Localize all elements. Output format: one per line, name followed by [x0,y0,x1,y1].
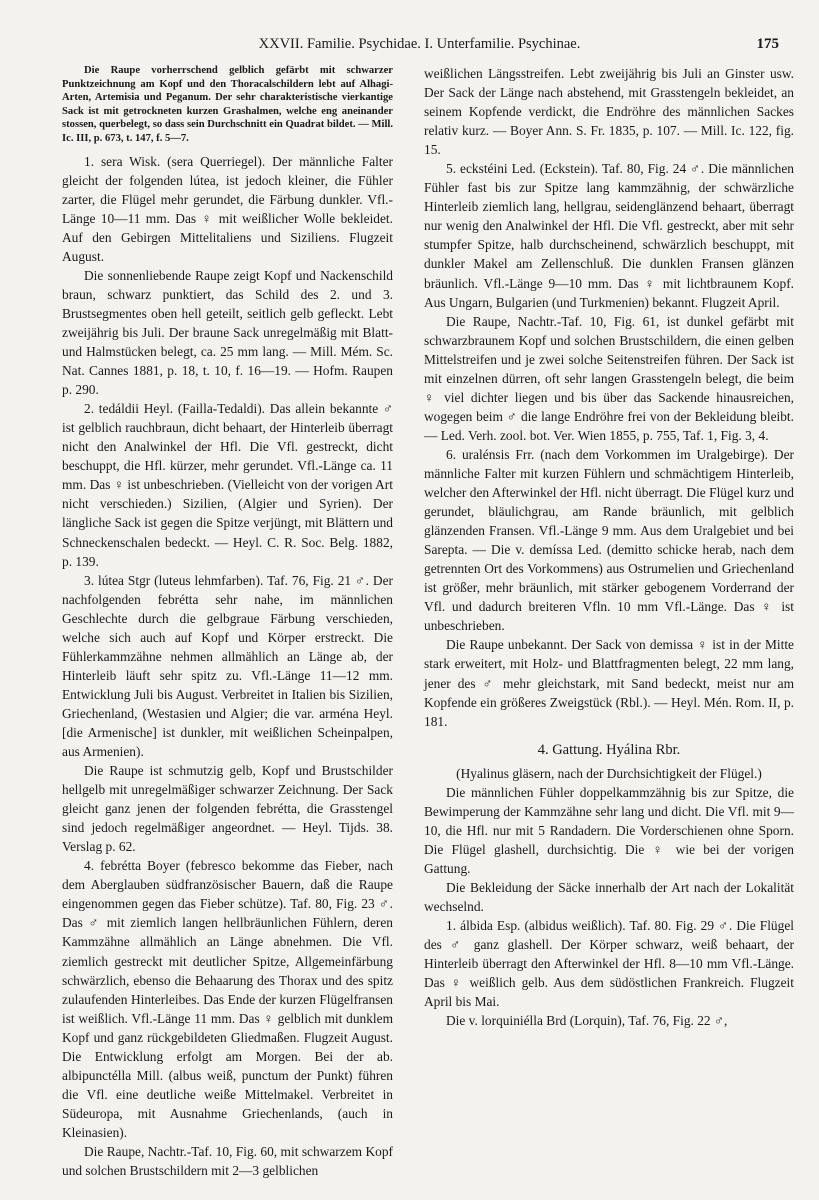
paragraph: Die sonnenliebende Raupe zeigt Kopf und Nackenschild braun, schwarz punktiert, das Schild des 2. und 3. Brustsegmentes oben hell geteilt, seitlich gelb gefleckt. Lebt zweijährig bis Juli. Der braune Sack unregelmäßig mit Blatt- und Halmstücken belegt, ca. 25 mm lang. — Mill. Mém. Sc. Nat. Cannes 1881, p. 18, t. 10, f. 16—19. — Hofm. Raupen p. 290. [62,267,393,398]
genus-heading: 4. Gattung. Hyálina Rbr. [537,741,681,758]
left-column [62,64,393,1179]
page-number: 175 [756,36,779,52]
paragraph: Die männlichen Fühler doppelkammzähnig bis zur Spitze, die Bewimperung der Kammzähne sehr lang und dicht. Die Vfl. mit 9—10, die Hfl. nur mit 5 Randadern. Die Vorderschienen ohne Sporn. Die Flügel glashell, durchsichtig. Die ♀ wie bei der vorigen Gattung. [424,784,794,876]
paragraph: Die v. lorquiniélla Brd (Lorquin), Taf. 76, Fig. 22 ♂, [446,1013,728,1029]
paragraph: Die Raupe unbekannt. Der Sack von demissa ♀ ist in der Mitte stark erweitert, mit Holz- und Blattfragmenten belegt, 22 mm lang, jener des ♂ mehr gleichstark, mit Sand bedeckt, meist nur am Kopfende ein größeres Zweigstück (Rbl.). — Heyl. Mén. Rom. II, p. 181. [424,637,794,729]
species-entry-sera: 1. sera Wisk. (sera Querriegel). Der männliche Falter gleicht der folgenden lútea, ist jedoch kleiner, die Fühler zarter, die Flügel mehr gerundet, die Färbung dunkler. Vfl.-Länge 10—11 mm. Das ♀ mit weißlicher Wolle bekleidet. Auf den Gebirgen Mittelitaliens und Siziliens. Flugzeit August. [62,153,393,264]
species-entry-lutea: 3. lútea Stgr (luteus lehmfarben). Taf. 76, Fig. 21 ♂. Der nachfolgenden febrétta sehr nahe, im männlichen Geschlechte durch die gelbgraue Färbung verschieden, welche sich auch auf Kopf und Körper erstreckt. Die Fühlerkammzähne nehmen allmählich an Länge ab, der Hinterleib läuft sehr spitz zu. Vfl.-Länge 11—12 mm. Entwicklung Juli bis August. Verbreitet in Italien bis Sizilien, Griechenland, (Westasien und Algier; die var. arména Heyl. [die Armenische] ist dunkler, mit weißlichen Scheinpalpen, aus Armenien). [62,572,393,760]
species-entry-tedaldii: 2. tedáldii Heyl. (Failla-Tedaldi). Das allein bekannte ♂ ist gelblich rauchbraun, dicht behaart, der Hinterleib überragt nicht den Analwinkel der Hfl. Die Vfl. gestreckt, dicht beschuppt, die Hfl. kürzer, mehr gerundet. Vfl.-Länge ca. 11 mm. Das ♀ ist unbeschrieben. (Vielleicht von der vorigen Art nicht verschieden.) Sizilien, (Algier und Syrien). Der längliche Sack ist gegen die Spitze verjüngt, mit Blättern und Schneckenschalen bedeckt. — Heyl. C. R. Soc. Belg. 1882, p. 139. [62,401,393,569]
species-entry-albida: 1. álbida Esp. (albidus weißlich). Taf. 80. Fig. 29 ♂. Die Flügel des ♂ ganz glashell. Der Körper schwarz, weiß behaart, der Hinterleib überragt den Afterwinkel der Hfl. 8—10 mm Vfl.-Länge. Das ♀ weißlich gelb. Aus dem südöstlichen Frankreich. Flugzeit April bis Mai. [424,918,794,1010]
paragraph: Die Raupe vorherrschend gelblich gefärbt mit schwarzer Punktzeichnung am Kopf und den Thoracalschildern lebt auf Alhagi-Arten, Artemisia und Peganum. Der sehr charakteristische vierkantige Sack ist mit getrockneten kurzen Grashalmen, welche eng aneinander stossen, querbelegt, so dass sein Durchschnitt ein Quadrat bildet. — Mill. Ic. III, p. 673, t. 147, f. 5—7. [62,65,393,144]
right-column [424,64,794,1162]
paragraph: Die Raupe, Nachtr.-Taf. 10, Fig. 60, mit schwarzem Kopf und solchen Brustschildern mit 2—3 gelblichen [62,1144,393,1179]
species-entry-uralensis: 6. uralénsis Frr. (nach dem Vorkommen im Uralgebirge). Der männliche Falter mit kurzen Fühlern und schmächtigem Hinterleib, welcher den Afterwinkel der Hfl. nicht überragt. Die Flügel kurz und gerundet, bläulichgrau, am Rande bräunlich, mit gelblich glänzenden Fransen. Vfl.-Länge 9 mm. Aus dem Uralgebiet und bei Sarepta. — Die v. demíssa Led. (demitto schicke herab, nach dem getrennten Ort des Vorkommens) aus Ostrumelien und Griechenland ist größer, mehr bräunlich, mit stärker gebogenem Vorderrand der Vfl. und dadurch breiteren Vfln. 10 mm Vfl.-Länge. Das ♀ ist unbeschrieben. [424,446,794,634]
genus-etymology: (Hyalinus gläsern, nach der Durchsichtigkeit der Flügel.) [456,765,762,781]
paragraph: Die Raupe, Nachtr.-Taf. 10, Fig. 61, ist dunkel gefärbt mit schwarzbraunem Kopf und solchen Brustschildern, die einen gelben Mittelstreifen und je zwei solche Seitenstreifen führen. Der Sack ist mit einzelnen dürren, oft sehr langen Grasstengeln belegt, die beim ♀ viel dichter liegen und bis über das Sackende hinausreichen, wogegen beim ♂ die lange Endröhre frei von der Bekleidung bleibt. — Led. Verh. zool. bot. Ver. Wien 1855, p. 755, Taf. 1, Fig. 3, 4. [424,313,794,443]
paragraph: Die Bekleidung der Säcke innerhalb der Art nach der Lokalität wechselnd. [424,879,794,915]
paragraph: Die Raupe ist schmutzig gelb, Kopf und Brustschilder hellgelb mit unregelmäßiger schwarzer Zeichnung. Der Sack gleicht ganz jenen der folgenden febrétta, die Grasstengel sind jedoch regelmäßiger angeordnet. — Heyl. Tijds. 38. Verslag p. 62. [62,763,393,855]
species-entry-febretta: 4. febrétta Boyer (febresco bekomme das Fieber, nach dem Aberglauben südfranzösischer Bauern, daß die Raupe eingenommen gegen das Fieber schütze). Taf. 80, Fig. 23 ♂. Das ♂ mit ziemlich langen hellbräunlichen Fühlern, deren Kammzähne allmählich an Länge abnehmen. Die Vfl. ziemlich gestreckt mit deutlicher Spitze, Allgemeinfärbung schwärzlich, ebenso die Behaarung des Thorax und des spitz zulaufenden Hinterleibes. Das Ende der kurzen Flügelfransen ist weißlich. Vfl.-Länge 11 mm. Das ♀ gelblich mit dunklem Kopf und ganz rückgebildeten Gliedmaßen. Flugzeit August. Die Entwicklung erfolgt am Morgen. Bei der ab. albipunctélla Mill. (albus weiß, punctum der Punkt) führen die Vfl. eine deutliche weiße Mittelmakel. Verbreitet in Südeuropa, mit Ausnahme Griechenlands, (auch in Kleinasien). [62,858,393,1140]
paragraph: weißlichen Längsstreifen. Lebt zweijährig bis Juli an Ginster usw. Der Sack der Länge nach abstehend, mit Grasstengeln bekleidet, an seinem Kopfende verdickt, die Endröhre des männlichen Sackes relativ kurz. — Boyer Ann. S. Fr. 1835, p. 107. — Mill. Ic. 122, fig. 15. [424,66,794,158]
header-title: XXVII. Familie. Psychidae. I. Unterfamilie. Psychinae. [258,36,581,52]
running-header [60,36,779,58]
species-entry-ecksteini: 5. eckstéini Led. (Eckstein). Taf. 80, Fig. 24 ♂. Die männlichen Fühler fast bis zur Spitze lang kammzähnig, der schwärzliche Hinterleib ziemlich lang, hellgrau, seidenglänzend behaart, überragt nur wenig den Analwinkel der Hfl. Die Vfl. gestreckt, aber mit sehr stumpfer Spitze, halb durchscheinend, schwärzlich beschuppt, mit dunkler Makel am Zellenschluß. Die dunklen Fransen glänzen bräunlich. Vfl.-Länge 9—10 mm. Das ♀ mit lichtbraunem Kopf. Aus Ungarn, Bulgarien (und Turkmenien) bekannt. Flugzeit April. [424,161,794,310]
